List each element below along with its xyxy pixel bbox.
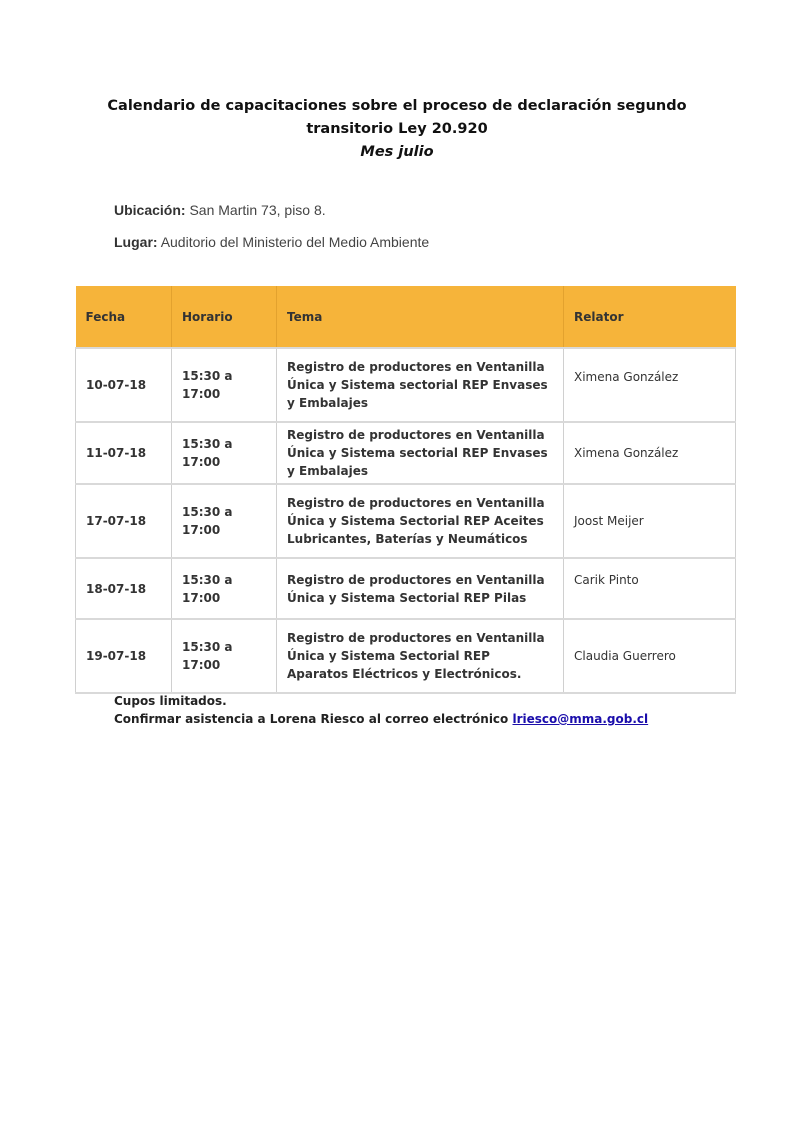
ubicacion-label: Ubicación:	[114, 202, 186, 218]
header-fecha: Fecha	[76, 286, 172, 348]
lugar-value: Auditorio del Ministerio del Medio Ambiente	[160, 234, 430, 250]
cell-relator: Ximena González	[564, 348, 736, 422]
title-line-2: transitorio Ley 20.920	[306, 121, 488, 137]
ubicacion-value: San Martin 73, piso 8.	[189, 202, 326, 218]
table-row	[76, 348, 736, 422]
cell-fecha: 18-07-18	[76, 558, 172, 619]
cell-relator: Carik Pinto	[564, 558, 736, 619]
ubicacion-line	[114, 202, 326, 218]
cell-fecha: 17-07-18	[76, 484, 172, 558]
cell-tema: Registro de productores en Ventanilla Única y Sistema Sectorial REP Aceites Lubricantes, Baterías y Neumáticos	[277, 484, 564, 558]
cell-fecha: 11-07-18	[76, 422, 172, 484]
table-row	[76, 619, 736, 693]
cell-tema: Registro de productores en Ventanilla Única y Sistema Sectorial REP Pilas	[277, 558, 564, 619]
document-title	[100, 95, 694, 164]
cell-horario: 15:30 a 17:00	[172, 484, 277, 558]
schedule-table	[75, 286, 735, 694]
cell-tema: Registro de productores en Ventanilla Única y Sistema sectorial REP Envases y Embalajes	[277, 422, 564, 484]
cell-horario: 15:30 a 17:00	[172, 619, 277, 693]
title-subtitle: Mes julio	[360, 144, 434, 160]
email-link[interactable]: lriesco@mma.gob.cl	[512, 712, 649, 726]
header-tema: Tema	[277, 286, 564, 348]
header-relator: Relator	[564, 286, 736, 348]
lugar-line	[114, 234, 429, 250]
table-row	[76, 422, 736, 484]
cell-fecha: 10-07-18	[76, 348, 172, 422]
cell-fecha: 19-07-18	[76, 619, 172, 693]
title-line-1: Calendario de capacitaciones sobre el proceso de declaración segundo	[107, 98, 687, 114]
table-row	[76, 558, 736, 619]
confirm-note	[114, 712, 648, 726]
cell-horario: 15:30 a 17:00	[172, 422, 277, 484]
cell-relator: Ximena González	[564, 422, 736, 484]
header-horario: Horario	[172, 286, 277, 348]
cell-tema: Registro de productores en Ventanilla Única y Sistema sectorial REP Envases y Embalajes	[277, 348, 564, 422]
table-row	[76, 484, 736, 558]
table-header-row	[76, 286, 736, 348]
lugar-label: Lugar:	[114, 234, 158, 250]
cell-relator: Joost Meijer	[564, 484, 736, 558]
cell-relator: Claudia Guerrero	[564, 619, 736, 693]
cell-horario: 15:30 a 17:00	[172, 558, 277, 619]
confirm-text: Confirmar asistencia a Lorena Riesco al correo electrónico	[114, 712, 509, 726]
cell-tema: Registro de productores en Ventanilla Única y Sistema Sectorial REP Aparatos Eléctricos y Electrónicos.	[277, 619, 564, 693]
cell-horario: 15:30 a 17:00	[172, 348, 277, 422]
cupos-note: Cupos limitados.	[114, 694, 227, 708]
